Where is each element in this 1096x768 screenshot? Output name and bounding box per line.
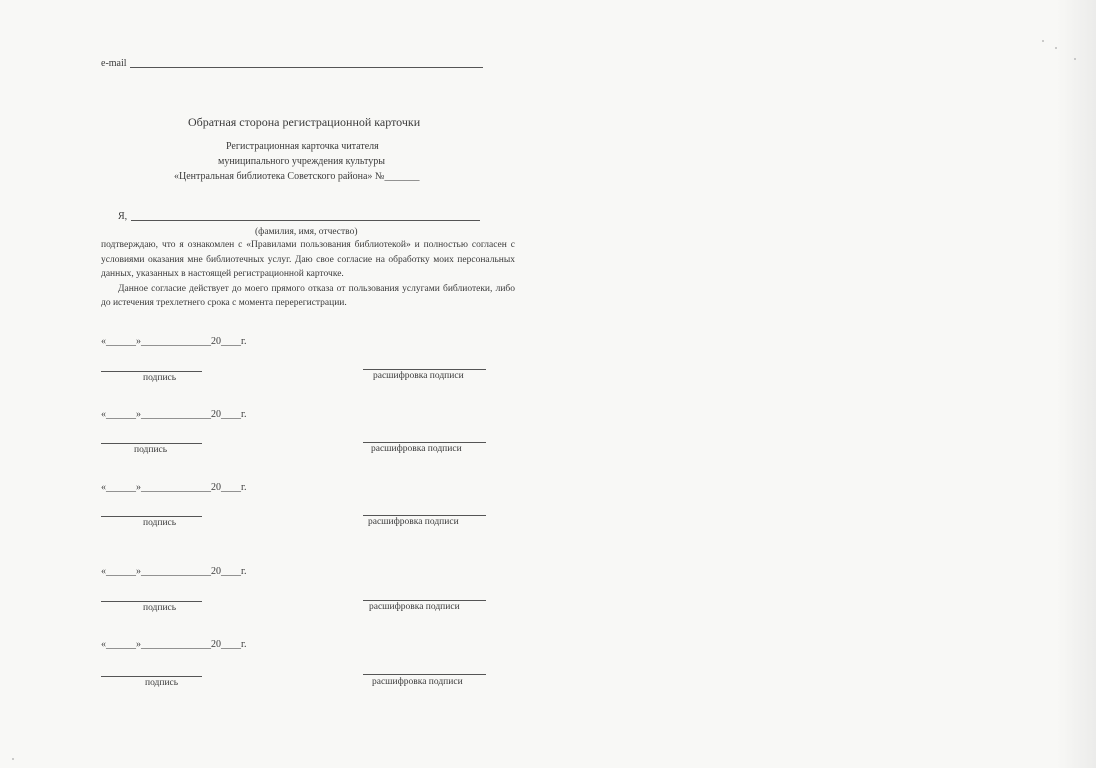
subtitle-line-2: муниципального учреждения культуры	[218, 156, 385, 167]
date-field: «______»______________20____г.	[101, 639, 247, 650]
signature-caption: подпись	[143, 518, 177, 528]
fio-line	[131, 220, 480, 221]
date-field: «______»______________20____г.	[101, 482, 247, 493]
decode-caption: расшифровка подписи	[373, 371, 464, 381]
decode-line	[363, 369, 486, 370]
consent-text	[101, 238, 515, 311]
scan-speck	[1042, 40, 1044, 42]
signature-line	[101, 371, 202, 372]
signature-caption: подпись	[145, 678, 179, 688]
signature-caption: подпись	[143, 373, 177, 383]
signature-line	[101, 516, 202, 517]
date-field: «______»______________20____г.	[101, 409, 247, 420]
email-line	[130, 67, 483, 68]
scan-speck	[1055, 47, 1057, 49]
signature-line	[101, 601, 202, 602]
consent-paragraph-2: Данное согласие действует до моего прямого отказа от пользования услугами библиотеки, либо до истечения трехлетнего срока с момента перерегистрации.	[101, 283, 515, 308]
email-label: e-mail	[101, 58, 127, 69]
scan-speck	[1074, 58, 1076, 60]
decode-line	[363, 442, 486, 443]
signature-caption: подпись	[134, 445, 168, 455]
fio-caption: (фамилия, имя, отчество)	[255, 227, 358, 237]
page-title: Обратная сторона регистрационной карточки	[188, 115, 421, 129]
decode-caption: расшифровка подписи	[372, 677, 463, 687]
scan-speck	[12, 758, 14, 760]
date-field: «______»______________20____г.	[101, 336, 247, 347]
fio-prefix: Я,	[118, 211, 128, 222]
decode-caption: расшифровка подписи	[371, 444, 462, 454]
decode-line	[363, 600, 486, 601]
subtitle-line-1: Регистрационная карточка читателя	[226, 141, 379, 152]
signature-line	[101, 443, 202, 444]
signature-caption: подпись	[143, 603, 177, 613]
signature-line	[101, 676, 202, 677]
consent-paragraph-1: подтверждаю, что я ознакомлен с «Правилами пользования библиотекой» и полностью согласен с условиями оказания мне библиотечных услуг. Даю свое согласие на обработку моих персональных данных, указанных в настоящей регистрационной карточке.	[101, 240, 515, 279]
decode-caption: расшифровка подписи	[368, 517, 459, 527]
decode-line	[363, 515, 486, 516]
scan-edge-shadow	[1056, 0, 1096, 768]
decode-line	[363, 674, 486, 675]
date-field: «______»______________20____г.	[101, 566, 247, 577]
subtitle-line-3: «Центральная библиотека Советского района» №_______	[174, 171, 420, 182]
decode-caption: расшифровка подписи	[369, 602, 460, 612]
